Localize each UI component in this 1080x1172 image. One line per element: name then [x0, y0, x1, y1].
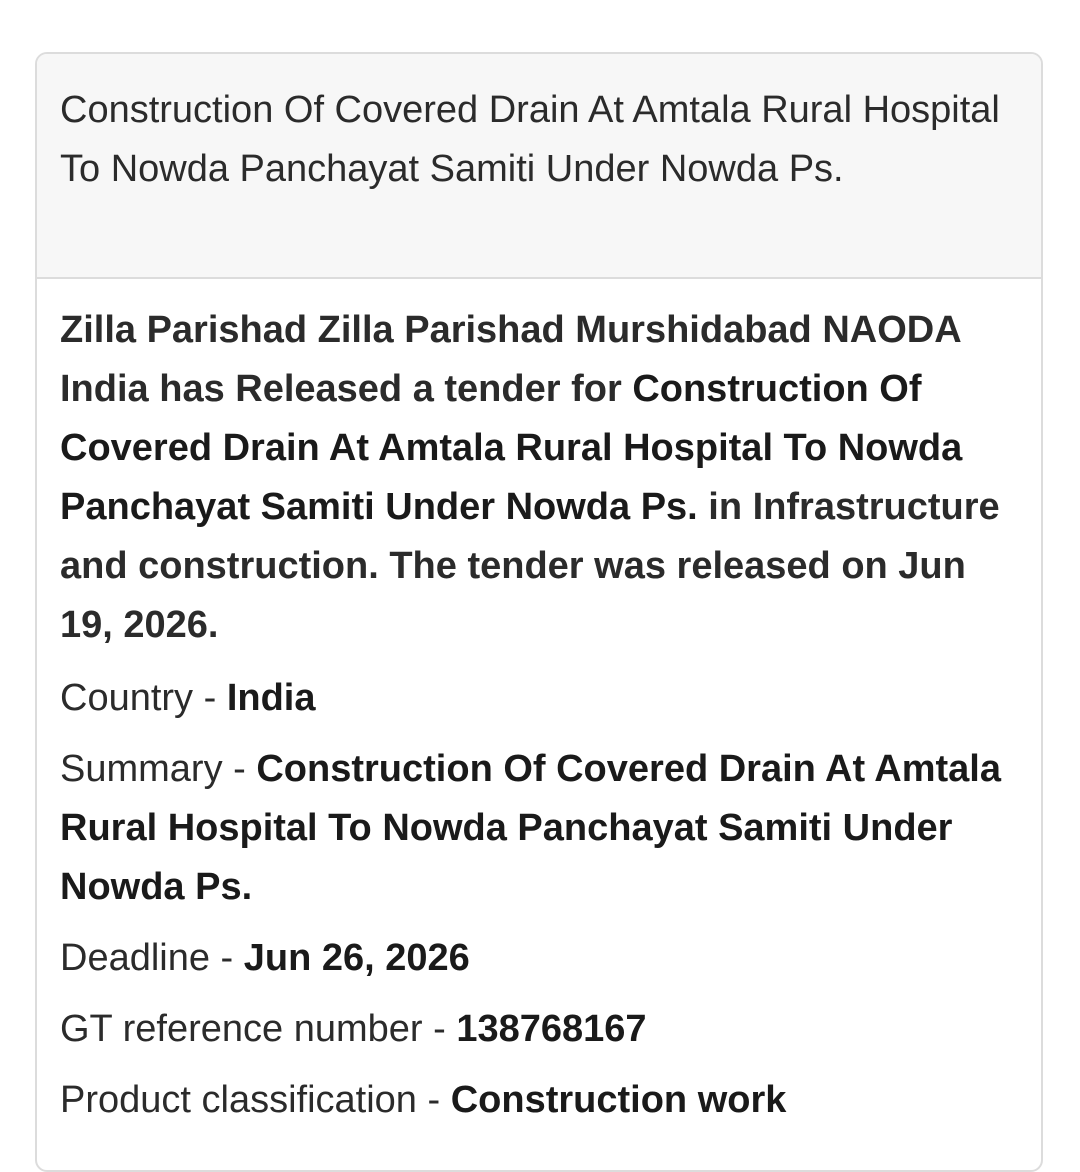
country-value: India	[226, 677, 316, 719]
reference-row	[60, 1000, 1017, 1059]
country-label: Country -	[60, 677, 227, 719]
description-title: Construction Of Covered Drain At Amtala Rural Hospital To Nowda Panchayat Samiti Under Nowda Ps.	[60, 368, 963, 528]
summary-row	[60, 740, 1017, 917]
summary-label: Summary -	[60, 748, 257, 790]
summary-value: Construction Of Covered Drain At Amtala Rural Hospital To Nowda Panchayat Samiti Under Nowda Ps.	[60, 748, 1001, 908]
reference-value: 138768167	[456, 1008, 647, 1050]
deadline-row	[60, 929, 1017, 988]
classification-row	[60, 1071, 1017, 1130]
description-prefix: Zilla Parishad Zilla Parishad Murshidabad NAODA India has Released a tender for	[60, 309, 961, 410]
tender-description	[60, 301, 1017, 655]
deadline-label: Deadline -	[60, 937, 244, 979]
reference-label: GT reference number -	[60, 1008, 457, 1050]
classification-label: Product classification -	[60, 1079, 451, 1121]
country-row	[60, 669, 1017, 728]
tender-title[interactable]: Construction Of Covered Drain At Amtala Rural Hospital To Nowda Panchayat Samiti Under Nowda Ps.	[37, 54, 1041, 279]
description-suffix: in Infrastructure and construction. The tender was released on Jun 19, 2026.	[60, 486, 1000, 646]
tender-body	[37, 279, 1041, 1130]
classification-value: Construction work	[450, 1079, 787, 1121]
tender-card	[35, 52, 1043, 1172]
deadline-value: Jun 26, 2026	[243, 937, 470, 979]
